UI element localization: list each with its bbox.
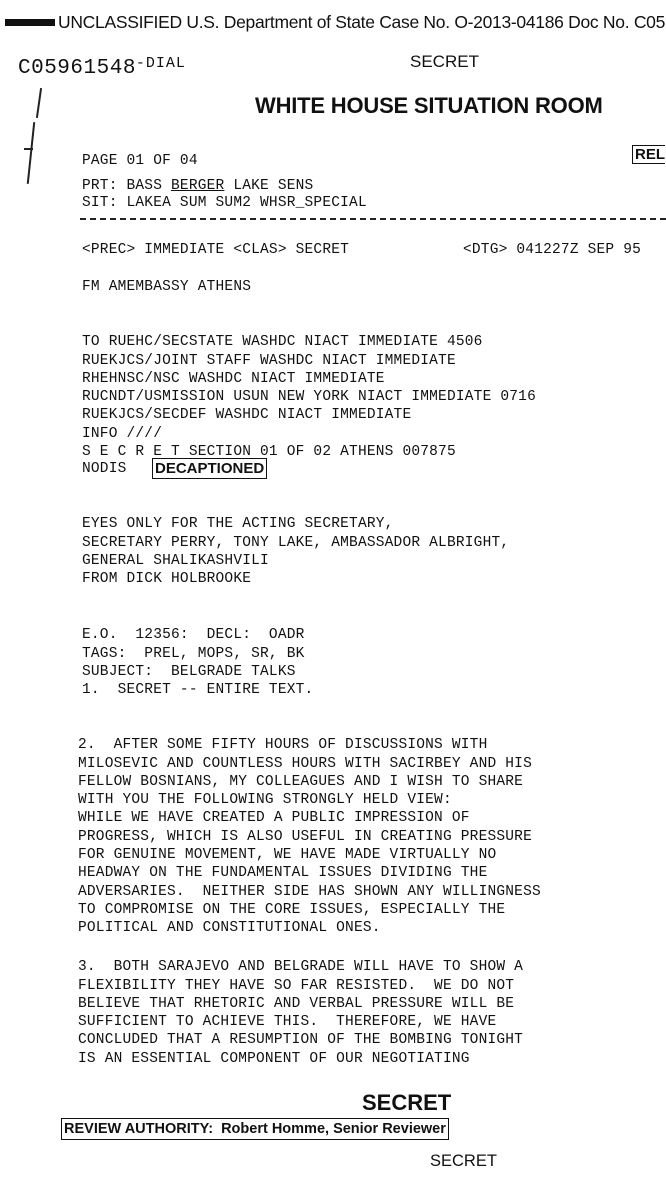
paragraph-line: ADVERSARIES. NEITHER SIDE HAS SHOWN ANY WILLINGNESS	[78, 883, 541, 900]
addressee-line: RUEKJCS/JOINT STAFF WASHDC NIACT IMMEDIATE	[82, 352, 456, 369]
paragraph-line: WITH YOU THE FOLLOWING STRONGLY HELD VIEW:	[78, 792, 452, 809]
release-tag: REL	[632, 145, 665, 164]
dtg-line: <DTG> 041227Z SEP 95	[463, 242, 642, 258]
page-title: WHITE HOUSE SITUATION ROOM	[255, 93, 603, 118]
paragraph-line: HEADWAY ON THE FUNDAMENTAL ISSUES DIVIDING THE	[78, 865, 488, 882]
margin-pen-mark	[36, 88, 42, 118]
page-number: PAGE 01 OF 04	[82, 153, 198, 169]
document-number	[18, 55, 186, 80]
paragraph-line: 2. AFTER SOME FIFTY HOURS OF DISCUSSIONS WITH	[78, 737, 488, 754]
margin-pen-mark	[27, 122, 35, 184]
review-authority: REVIEW AUTHORITY: Robert Homme, Senior Reviewer	[61, 1118, 449, 1140]
bottom-classification: SECRET	[430, 1152, 497, 1170]
decaptioned-stamp: DECAPTIONED	[152, 458, 267, 479]
addressee-block	[82, 315, 536, 480]
prt-label: PRT: BASS	[82, 178, 172, 194]
paragraph-line: POLITICAL AND CONSTITUTIONAL ONES.	[78, 920, 381, 937]
document-number-suffix: -DIAL	[135, 55, 186, 72]
eo-field: E.O. 12356: DECL: OADR	[82, 627, 305, 644]
prt-underlined-name: BERGER	[171, 178, 225, 194]
document-number-text: C05961548	[18, 57, 136, 80]
prt-rest: LAKE SENS	[224, 178, 314, 194]
addressee-line: INFO ////	[82, 425, 163, 442]
precedence-line: <PREC> IMMEDIATE <CLAS> SECRET	[82, 242, 350, 258]
paragraph-line: PROGRESS, WHICH IS ALSO USEFUL IN CREATING PRESSURE	[78, 828, 532, 845]
banner-bar	[5, 19, 55, 26]
eyes-only-line: EYES ONLY FOR THE ACTING SECRETARY,	[82, 516, 394, 533]
paragraph-line: 3. BOTH SARAJEVO AND BELGRADE WILL HAVE TO SHOW A	[78, 959, 524, 976]
nodis-label: NODIS	[82, 461, 127, 477]
declassification-banner: UNCLASSIFIED U.S. Department of State Case No. O-2013-04186 Doc No. C05	[58, 12, 666, 32]
margin-pen-mark	[24, 148, 33, 150]
paragraph-line: SUFFICIENT TO ACHIEVE THIS. THEREFORE, WE HAVE	[78, 1014, 497, 1031]
paragraph-2	[78, 718, 541, 956]
addressee-line: TO RUEHC/SECSTATE WASHDC NIACT IMMEDIATE 4506	[82, 334, 483, 351]
paragraph-line: MILOSEVIC AND COUNTLESS HOURS WITH SACIRBEY AND HIS	[78, 755, 532, 772]
eyes-only-line: GENERAL SHALIKASHVILI	[82, 552, 269, 569]
paragraph-line: FELLOW BOSNIANS, MY COLLEAGUES AND I WISH TO SHARE	[78, 773, 524, 790]
paragraph-line: CONCLUDED THAT A RESUMPTION OF THE BOMBING TONIGHT	[78, 1032, 524, 1049]
footer-classification: SECRET	[362, 1090, 452, 1115]
paragraph-1: 1. SECRET -- ENTIRE TEXT.	[82, 682, 314, 698]
paragraph-line: FOR GENUINE MOVEMENT, WE HAVE MADE VIRTUALLY NO	[78, 847, 497, 864]
header-divider	[80, 218, 666, 220]
paragraph-line: FLEXIBILITY THEY HAVE SO FAR RESISTED. WE DO NOT	[78, 977, 515, 994]
paragraph-line: BELIEVE THAT RHETORIC AND VERBAL PRESSURE WILL BE	[78, 995, 515, 1012]
addressee-line: RUCNDT/USMISSION USUN NEW YORK NIACT IMMEDIATE 0716	[82, 389, 536, 406]
prt-line	[82, 177, 313, 195]
paragraph-3	[78, 940, 523, 1086]
eyes-only-line: SECRETARY PERRY, TONY LAKE, AMBASSADOR ALBRIGHT,	[82, 534, 510, 551]
paragraph-line: IS AN ESSENTIAL COMPONENT OF OUR NEGOTIATING	[78, 1050, 470, 1067]
paragraph-line: WHILE WE HAVE CREATED A PUBLIC IMPRESSION OF	[78, 810, 470, 827]
top-classification-mark: SECRET	[410, 52, 479, 71]
sit-line: SIT: LAKEA SUM SUM2 WHSR_SPECIAL	[82, 195, 367, 211]
tags-field: TAGS: PREL, MOPS, SR, BK	[82, 645, 305, 662]
section-line: S E C R E T SECTION 01 OF 02 ATHENS 007875	[82, 444, 456, 461]
addressee-line: RUEKJCS/SECDEF WASHDC NIACT IMMEDIATE	[82, 407, 412, 424]
subject-field: SUBJECT: BELGRADE TALKS	[82, 663, 296, 680]
from-line: FM AMEMBASSY ATHENS	[82, 279, 252, 295]
from-holbrooke: FROM DICK HOLBROOKE	[82, 571, 252, 587]
paragraph-line: TO COMPROMISE ON THE CORE ISSUES, ESPECIALLY THE	[78, 901, 506, 918]
addressee-line: RHEHNSC/NSC WASHDC NIACT IMMEDIATE	[82, 370, 385, 387]
